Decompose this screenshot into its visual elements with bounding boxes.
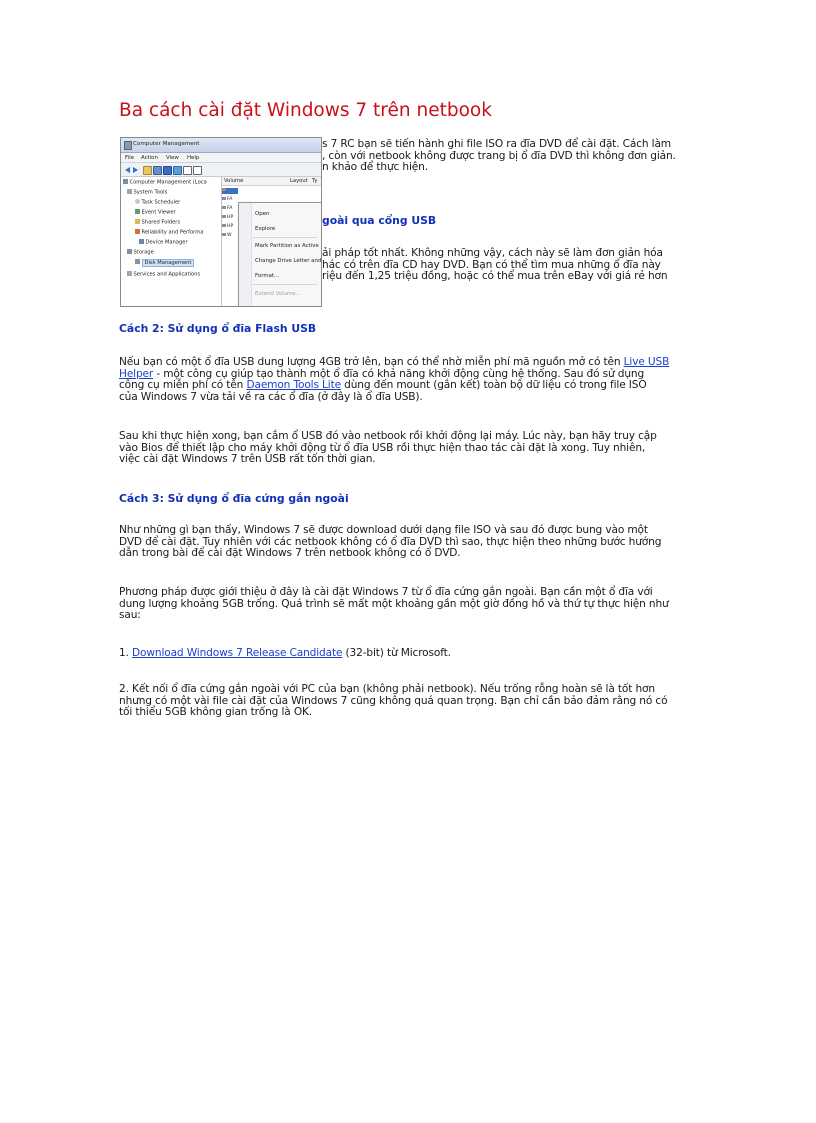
intro-paragraph bbox=[322, 139, 712, 174]
figure-titlebar bbox=[121, 138, 321, 153]
tools-icon bbox=[127, 189, 132, 194]
live-usb-helper-link[interactable]: Live USB bbox=[623, 356, 670, 368]
figure-toolbar bbox=[121, 163, 321, 177]
section3-heading: Cách 3: Sử dụng ổ đĩa cứng gắn ngoài bbox=[119, 492, 349, 505]
article-title: Ba cách cài đặt Windows 7 trên netbook bbox=[119, 100, 492, 121]
detail-icon bbox=[193, 166, 202, 175]
daemon-tools-lite-link[interactable]: Daemon Tools Lite bbox=[246, 379, 341, 391]
back-arrow-icon bbox=[125, 167, 130, 173]
figure-menu-view: View bbox=[166, 154, 179, 161]
column-type: Ty bbox=[312, 178, 318, 184]
text-line: dẫn trong bài để cài đặt Windows 7 trên netbook không có ổ DVD. bbox=[119, 547, 461, 559]
drive-icon bbox=[222, 206, 226, 209]
tree-node-system-tools: System Tools bbox=[127, 189, 167, 196]
section1-heading: goài qua cổng USB bbox=[322, 214, 437, 227]
text-line: hác có trên đĩa CD hay DVD. Bạn có thể tìm mua những ổ đĩa này bbox=[322, 258, 661, 271]
text-line: nhưng có một vài file cài đặt của Windows 7 cũng không quá quan trọng. Bạn chỉ cần bảo đảm rằng nó có bbox=[119, 694, 668, 707]
menu-item-format: Format... bbox=[255, 273, 280, 279]
text-line: Như những gì bạn thấy, Windows 7 sẽ được download dưới dạng file ISO và sau đó được bung vào một bbox=[119, 524, 648, 536]
services-icon bbox=[127, 271, 132, 276]
section2-paragraph-1 bbox=[119, 357, 709, 403]
tree-node-task-scheduler: Task Scheduler bbox=[135, 199, 180, 206]
help-icon bbox=[163, 166, 172, 175]
tree-node-services: Services and Applications bbox=[127, 271, 200, 278]
text-line: dung lượng khoảng 5GB trống. Quá trình sẽ mất một khoảng gần một giờ đồng hồ và thứ tự thực hiện như bbox=[119, 597, 669, 610]
live-usb-helper-link-cont[interactable]: Helper bbox=[119, 367, 154, 380]
tree-node-shared-folders: Shared Folders bbox=[135, 219, 180, 226]
menu-item-open: Open bbox=[255, 211, 270, 217]
disk-icon bbox=[135, 259, 140, 264]
folder-icon bbox=[143, 166, 152, 175]
text-line: DVD để cài đặt. Tuy nhiên với các netbook không có ổ đĩa DVD thì sao, thực hiện theo những bước hướng bbox=[119, 535, 662, 548]
text-line: của Windows 7 vừa tải về ra các ổ đĩa (ở đây là ổ đĩa USB). bbox=[119, 390, 423, 403]
volume-row: FA bbox=[222, 206, 238, 212]
storage-icon bbox=[127, 249, 132, 254]
text-line: n khảo để thực hiện. bbox=[322, 161, 428, 173]
tree-node-device-manager: Device Manager bbox=[139, 239, 188, 246]
menu-separator bbox=[253, 284, 317, 285]
forward-arrow-icon bbox=[133, 167, 138, 173]
column-volume: Volume bbox=[224, 178, 244, 184]
step-1 bbox=[119, 648, 709, 660]
tree-node-storage: Storage bbox=[127, 249, 154, 256]
text-line: Helper - một công cụ giúp tạo thành một ổ đĩa có khả năng khởi động cùng hệ thống. Sau đó sử dụng bbox=[119, 367, 645, 380]
figure-menubar bbox=[121, 153, 321, 163]
figure-window-title: Computer Management bbox=[133, 141, 200, 147]
text-line: ải pháp tốt nhất. Không những vậy, cách này sẽ làm đơn giản hóa bbox=[322, 247, 663, 259]
tree-node-event-viewer: Event Viewer bbox=[135, 209, 176, 216]
tree-node-reliability: Reliability and Performa bbox=[135, 229, 203, 236]
properties-icon bbox=[173, 166, 182, 175]
device-icon bbox=[139, 239, 144, 244]
volume-row bbox=[222, 188, 238, 194]
drive-icon bbox=[222, 197, 226, 200]
text-line: việc cài đặt Windows 7 trên USB rất tốn thời gian. bbox=[119, 453, 376, 465]
section2-paragraph-2 bbox=[119, 431, 709, 466]
text-line: Phương pháp được giới thiệu ở đây là cài đặt Windows 7 từ ổ đĩa cứng gắn ngoài. Bạn cần một ổ đĩa với bbox=[119, 586, 653, 598]
figure-tree-pane bbox=[121, 177, 222, 307]
clock-icon bbox=[135, 199, 140, 204]
volume-row: HP bbox=[222, 224, 238, 230]
text-line: 1. Download Windows 7 Release Candidate (32-bit) từ Microsoft. bbox=[119, 647, 451, 659]
text-line: công cụ miễn phí có tên Daemon Tools Lite dùng đến mount (gắn kết) toàn bộ dữ liệu có trong file ISO bbox=[119, 379, 647, 391]
figure-context-menu bbox=[238, 202, 322, 307]
drive-icon bbox=[222, 233, 226, 236]
text-line: sau: bbox=[119, 609, 141, 621]
text-line: , còn với netbook không được trang bị ổ đĩa DVD thì không đơn giản. bbox=[322, 149, 676, 162]
step-2 bbox=[119, 684, 709, 719]
computer-icon bbox=[123, 179, 128, 184]
section1-paragraph bbox=[322, 248, 712, 283]
computer-management-icon bbox=[124, 141, 132, 150]
text-line: riệu đến 1,25 triệu đồng, hoặc có thể mua trên eBay với giá rẻ hơn bbox=[322, 270, 668, 282]
drive-icon bbox=[222, 188, 226, 191]
menu-item-change-letter: Change Drive Letter and bbox=[255, 258, 322, 264]
list-icon bbox=[183, 166, 192, 175]
tree-node-root: Computer Management (Loca bbox=[123, 179, 207, 186]
text-line: vào Bios để thiết lập cho máy khởi động từ ổ đĩa USB rồi thực hiện thao tác cài đặt là xong. Tuy nhiên, bbox=[119, 441, 646, 454]
menu-gutter bbox=[239, 203, 252, 307]
volume-column-header bbox=[222, 177, 321, 186]
section2-heading: Cách 2: Sử dụng ổ đĩa Flash USB bbox=[119, 322, 317, 335]
volume-row: HP bbox=[222, 215, 238, 221]
menu-item-explore: Explore bbox=[255, 226, 276, 232]
tree-node-disk-management: Disk Management bbox=[135, 259, 194, 266]
menu-item-mark-active: Mark Partition as Active bbox=[255, 243, 319, 249]
drive-icon bbox=[222, 224, 226, 227]
text-line: 2. Kết nối ổ đĩa cứng gắn ngoài với PC của bạn (không phải netbook). Nếu trống rỗng hoàn sẽ là tốt hơn bbox=[119, 683, 655, 695]
folder-icon bbox=[135, 219, 140, 224]
menu-item-extend: Extend Volume... bbox=[255, 291, 301, 297]
performance-icon bbox=[135, 229, 140, 234]
menu-separator bbox=[253, 237, 317, 238]
text-line: Sau khi thực hiện xong, bạn cắm ổ USB đó vào netbook rồi khởi động lại máy. Lúc này, bạn hãy truy cập bbox=[119, 430, 657, 442]
computer-management-screenshot bbox=[120, 137, 322, 307]
event-icon bbox=[135, 209, 140, 214]
text-line: tối thiểu 5GB không gian trống là OK. bbox=[119, 706, 313, 718]
text-line: s 7 RC bạn sẽ tiến hành ghi file ISO ra đĩa DVD để cài đặt. Cách làm bbox=[322, 138, 671, 150]
section3-paragraph-2 bbox=[119, 587, 709, 622]
figure-menu-file: File bbox=[125, 154, 135, 161]
figure-menu-help: Help bbox=[187, 154, 200, 161]
text-line: Nếu bạn có một ổ đĩa USB dung lượng 4GB trở lên, bạn có thể nhờ miễn phí mã nguồn mở có tên Live USB bbox=[119, 356, 670, 368]
figure-menu-action: Action bbox=[141, 154, 158, 161]
section3-paragraph-1 bbox=[119, 525, 709, 560]
column-layout: Layout bbox=[290, 178, 308, 184]
console-icon bbox=[153, 166, 162, 175]
drive-icon bbox=[222, 215, 226, 218]
volume-row: W bbox=[222, 233, 238, 239]
download-windows7-rc-link[interactable]: Download Windows 7 Release Candidate bbox=[132, 647, 343, 659]
volume-row: FA bbox=[222, 197, 238, 203]
